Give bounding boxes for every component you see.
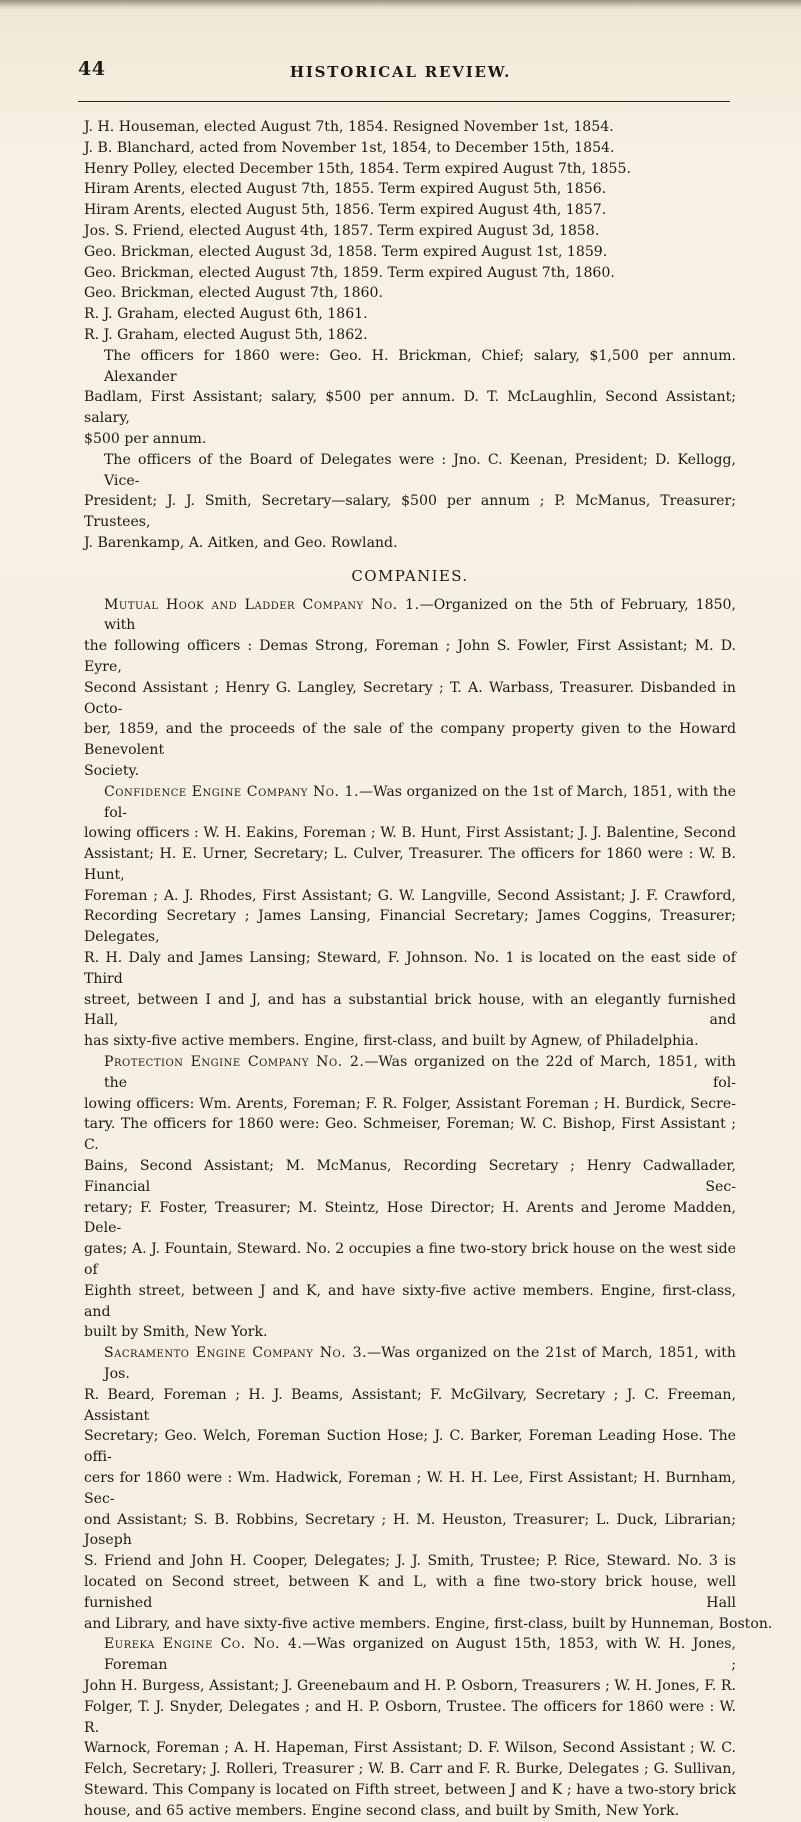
paragraph-line: Recording Secretary ; James Lansing, Financial Secretary; James Coggins, Treasurer; Delegates, — [84, 908, 736, 946]
paragraph-line: Badlam, First Assistant; salary, $500 per annum. D. T. McLaughlin, Second Assistant; salary, — [84, 389, 736, 427]
officer-line: Hiram Arents, elected August 5th, 1856. Term expired August 4th, 1857. — [84, 202, 607, 219]
running-title: HISTORICAL REVIEW. — [289, 63, 512, 81]
paragraph-line: Protection Engine Company No. 2.—Was organized on the 22d of March, 1851, with the fol- — [104, 1054, 736, 1091]
paragraph-line: Bains, Second Assistant; M. McManus, Recording Secretary ; Henry Cadwallader, Financial Sec- — [84, 1158, 736, 1195]
paragraph-line: Warnock, Foreman ; A. H. Hapeman, First Assistant; D. F. Wilson, Second Assistant ; W. C. — [84, 1740, 736, 1757]
paragraph-line: $500 per annum. — [84, 430, 207, 447]
officer-line: Henry Polley, elected December 15th, 1854. Term expired August 7th, 1855. — [84, 160, 631, 177]
paragraph-line: the following officers : Demas Strong, Foreman ; John S. Fowler, First Assistant; M. D. Eyre, — [84, 638, 736, 675]
officer-line: J. H. Houseman, elected August 7th, 1854. Resigned November 1st, 1854. — [84, 119, 614, 135]
paragraph-line: ond Assistant; S. B. Robbins, Secretary ; H. M. Heuston, Treasurer; L. Duck, Librarian; Joseph — [84, 1511, 736, 1549]
paragraph-line: R. Beard, Foreman ; H. J. Beams, Assistant; F. McGilvary, Secretary ; J. C. Freeman, Assistant — [84, 1386, 736, 1424]
paragraph-line: Confidence Engine Company No. 1.—Was organized on the 1st of March, 1851, with the fol- — [104, 783, 736, 821]
paragraph-line: Steward. This Company is located on Fifth street, between J and K ; have a two-story brick — [84, 1781, 736, 1798]
officer-line: J. B. Blanchard, acted from November 1st, 1854, to December 15th, 1854. — [84, 139, 615, 156]
officer-line: Geo. Brickman, elected August 7th, 1860. — [84, 285, 383, 302]
header-rule — [78, 101, 730, 102]
company-name: Confidence Engine Company No. 1. — [104, 783, 359, 800]
company-name: Mutual Hook and Ladder Company No. 1. — [104, 596, 420, 613]
page-number: 44 — [78, 58, 106, 80]
paragraph-line: Felch, Secretary; J. Rolleri, Treasurer ; W. B. Carr and F. R. Burke, Delegates ; G. Sullivan, — [84, 1761, 736, 1778]
company-eureka-engine — [84, 1634, 736, 1821]
company-name: Protection Engine Company No. 2. — [104, 1054, 365, 1071]
company-name: Eureka Engine Co. No. 4. — [104, 1636, 303, 1653]
company-sacramento-engine — [84, 1343, 773, 1634]
paragraph-line: Foreman ; A. J. Rhodes, First Assistant; G. W. Langville, Second Assistant; J. F. Crawford, — [84, 887, 736, 904]
paragraph-line: built by Smith, New York. — [84, 1324, 268, 1341]
officer-line: Hiram Arents, elected August 7th, 1855. Term expired August 5th, 1856. — [84, 181, 607, 198]
paragraph-line: R. H. Daly and James Lansing; Steward, F. Johnson. No. 1 is located on the east side of Third — [84, 950, 736, 987]
paragraph-line: street, between I and J, and has a substantial brick house, with an elegantly furnished Hall, and — [84, 991, 736, 1029]
paragraph-line: lowing officers: Wm. Arents, Foreman; F. R. Folger, Assistant Foreman ; H. Burdick, Secre- — [84, 1095, 736, 1112]
paragraph-line: ber, 1859, and the proceeds of the sale of the company property given to the Howard Benevolent — [84, 721, 736, 759]
page-top-edge — [0, 0, 801, 10]
officer-line: Geo. Brickman, elected August 3d, 1858. Term expired August 1st, 1859. — [84, 243, 608, 260]
company-confidence-engine — [84, 782, 736, 1052]
officer-line: Jos. S. Friend, elected August 4th, 1857. Term expired August 3d, 1858. — [84, 222, 600, 239]
paragraph-line: The officers for 1860 were: Geo. H. Brickman, Chief; salary, $1,500 per annum. Alexander — [104, 347, 736, 385]
paragraph-line: Sacramento Engine Company No. 3.—Was organized on the 21st of March, 1851, with Jos. — [104, 1345, 736, 1383]
company-mutual-hook-and-ladder — [84, 595, 736, 782]
paragraph-line: Folger, T. J. Snyder, Delegates ; and H. P. Osborn, Trustee. The officers for 1860 were : W. R. — [84, 1698, 736, 1736]
paragraph-line: has sixty-five active members. Engine, first-class, and built by Agnew, of Philadelphia. — [84, 1033, 699, 1050]
paragraph-line: located on Second street, between K and L, with a fine two-story brick house, well furnished Hall — [84, 1573, 736, 1611]
officer-line: R. J. Graham, elected August 5th, 1862. — [84, 326, 368, 343]
paragraph-line: President; J. J. Smith, Secretary—salary, $500 per annum ; P. McManus, Treasurer; Trustees, — [84, 493, 736, 531]
officer-line: R. J. Graham, elected August 6th, 1861. — [84, 306, 368, 323]
paragraph-line: Mutual Hook and Ladder Company No. 1.—Organized on the 5th of February, 1850, with — [104, 596, 736, 634]
paragraph-line: gates; A. J. Fountain, Steward. No. 2 occupies a fine two-story brick house on the west side of — [84, 1241, 736, 1279]
officer-line: Geo. Brickman, elected August 7th, 1859. Term expired August 7th, 1860. — [84, 264, 615, 281]
company-name: Sacramento Engine Company No. 3. — [104, 1345, 368, 1362]
paragraph-line: tary. The officers for 1860 were: Geo. Schmeiser, Foreman; W. C. Bishop, First Assistant ; C. — [84, 1116, 736, 1154]
page-body — [84, 117, 773, 1822]
chief-engineer-list — [84, 117, 736, 346]
section-heading: COMPANIES. — [351, 566, 469, 585]
paragraph-line: Assistant; H. E. Urner, Secretary; L. Culver, Treasurer. The officers for 1860 were : W. B. Hunt, — [84, 846, 736, 883]
paragraph-line: Eureka Engine Co. No. 4.—Was organized on August 15th, 1853, with W. H. Jones, Foreman ; — [104, 1636, 736, 1674]
board-of-delegates-paragraph — [84, 450, 736, 554]
paragraph-line: retary; F. Foster, Treasurer; M. Steintz, Hose Director; H. Arents and Jerome Madden, Dele- — [84, 1199, 736, 1237]
paragraph-line: cers for 1860 were : Wm. Hadwick, Foreman ; W. H. H. Lee, First Assistant; H. Burnham, Sec- — [84, 1470, 736, 1507]
paragraph-line: Second Assistant ; Henry G. Langley, Secretary ; T. A. Warbass, Treasurer. Disbanded in Octo- — [84, 679, 736, 717]
paragraph-line: John H. Burgess, Assistant; J. Greenebaum and H. P. Osborn, Treasurers ; W. H. Jones, F. R. — [84, 1677, 736, 1694]
company-protection-engine — [84, 1052, 736, 1343]
paragraph-line: S. Friend and John H. Cooper, Delegates; J. J. Smith, Trustee; P. Rice, Steward. No. 3 is — [84, 1553, 736, 1570]
paragraph-line: Secretary; Geo. Welch, Foreman Suction Hose; J. C. Barker, Foreman Leading Hose. The offi- — [84, 1428, 736, 1466]
paragraph-line: J. Barenkamp, A. Aitken, and Geo. Rowland. — [84, 534, 398, 551]
paragraph-line: The officers of the Board of Delegates were : Jno. C. Keenan, President; D. Kellogg, Vice- — [104, 451, 736, 489]
paragraph-line: Eighth street, between J and K, and have sixty-five active members. Engine, first-class, and — [84, 1282, 736, 1320]
paragraph-line: Society. — [84, 762, 140, 779]
officers-1860-paragraph — [84, 346, 736, 450]
paragraph-line: house, and 65 active members. Engine second class, and built by Smith, New York. — [84, 1802, 680, 1819]
paragraph-line: lowing officers : W. H. Eakins, Foreman ; W. B. Hunt, First Assistant; J. J. Balentine, Second — [84, 825, 736, 842]
paragraph-line: and Library, and have sixty-five active members. Engine, first-class, built by Hunneman, Boston. — [84, 1615, 773, 1632]
